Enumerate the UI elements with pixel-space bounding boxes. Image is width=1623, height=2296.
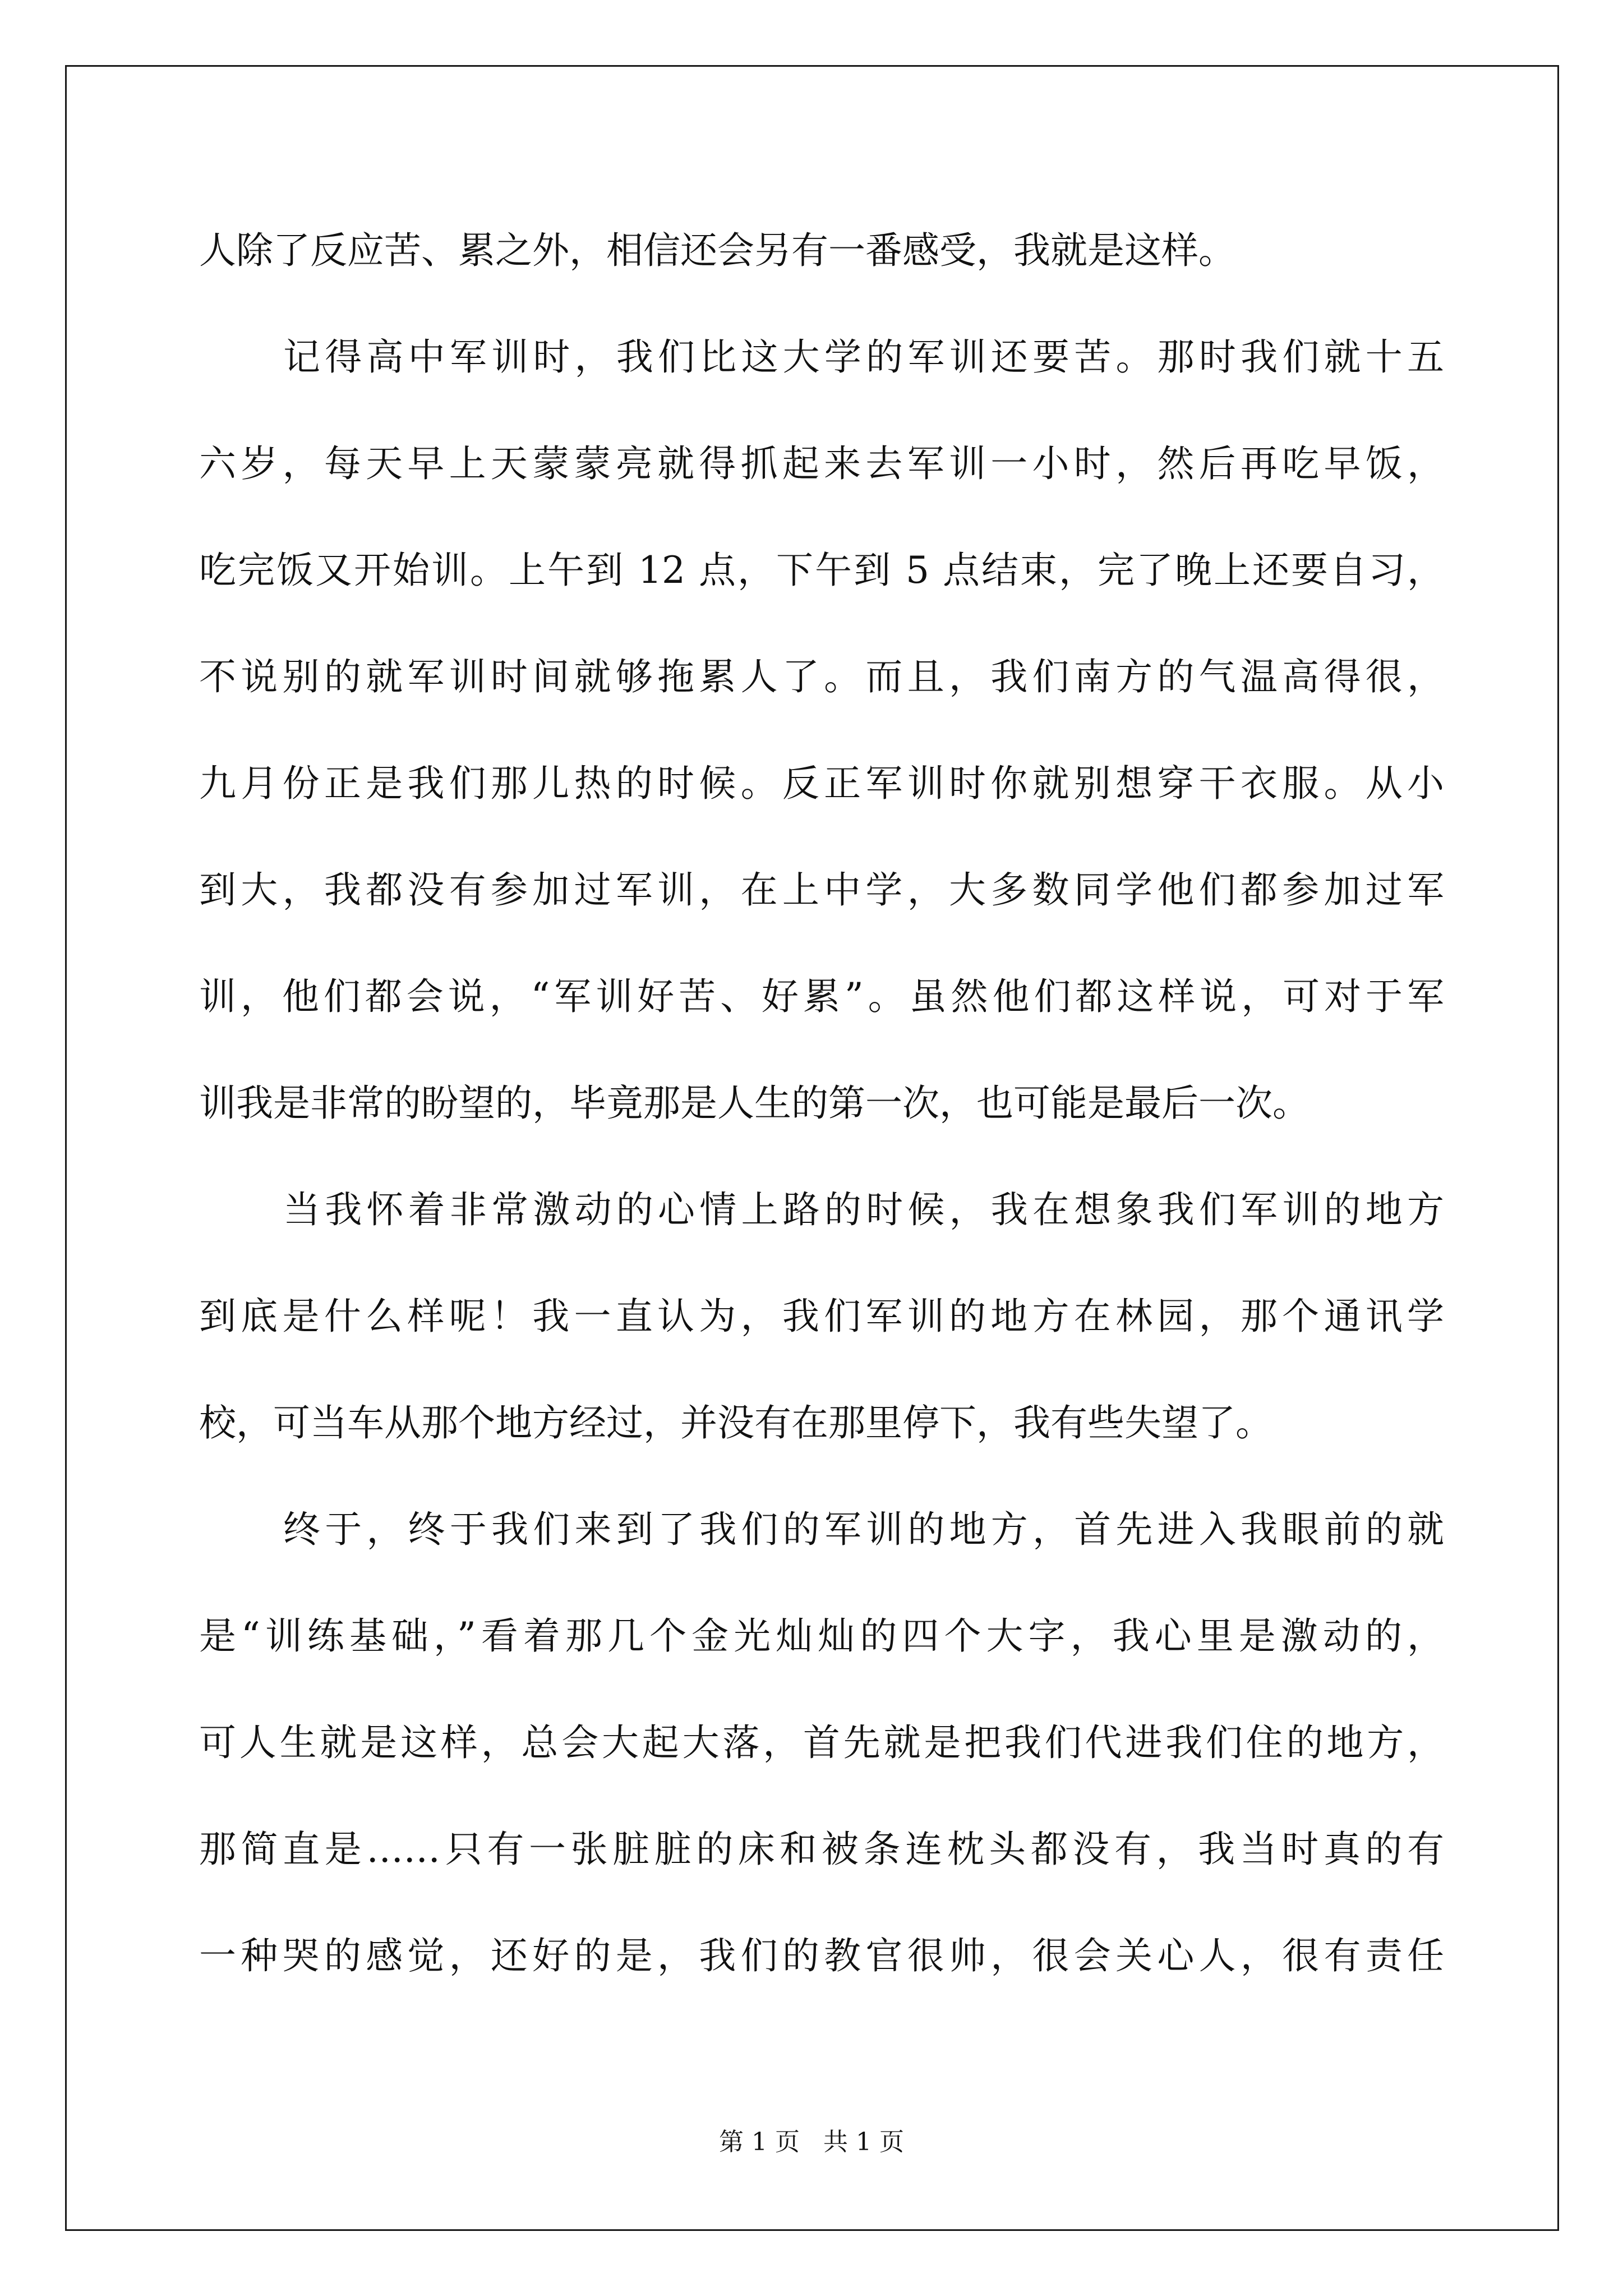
text-line: 训我是非常的盼望的，毕竟那是人生的第一次，也可能是最后一次。 <box>199 1082 1310 1125</box>
text-line: 到底是什么样呢！我一直认为，我们军训的地方在林园，那个通讯学 <box>199 1295 1444 1338</box>
text-line: 一种哭的感觉，还好的是，我们的教官很帅，很会关心人，很有责任 <box>199 1934 1444 1977</box>
text-line: 人除了反应苦、累之外，相信还会另有一番感受，我就是这样。 <box>199 229 1235 272</box>
text-line: 校，可当车从那个地方经过，并没有在那里停下，我有些失望了。 <box>199 1401 1272 1444</box>
text-line: 到大，我都没有参加过军训，在上中学，大多数同学他们都参加过军 <box>199 868 1444 912</box>
paragraph-start-line: 当我怀着非常激动的心情上路的时候，我在想象我们军训的地方 <box>283 1188 1444 1231</box>
page-total: 共 1 页 <box>823 2128 904 2156</box>
text-line: 九月份正是我们那儿热的时候。反正军训时你就别想穿干衣服。从小 <box>199 762 1444 805</box>
paragraph-start-line: 记得高中军训时，我们比这大学的军训还要苦。那时我们就十五 <box>283 335 1444 379</box>
text-line: 吃完饭又开始训。上午到 12 点，下午到 5 点结束，完了晚上还要自习， <box>199 549 1444 592</box>
paragraph-start-line: 终于，终于我们来到了我们的军训的地方，首先进入我眼前的就 <box>283 1508 1444 1551</box>
text-line: 可人生就是这样，总会大起大落，首先就是把我们代进我们住的地方， <box>199 1721 1444 1764</box>
document-body <box>199 197 1444 2009</box>
text-line: 是“训练基础，”看着那几个金光灿灿的四个大字，我心里是激动的， <box>199 1614 1444 1658</box>
text-line: 不说别的就军训时间就够拖累人了。而且，我们南方的气温高得很， <box>199 655 1444 698</box>
text-line: 训，他们都会说，“军训好苦、好累”。虽然他们都这样说，可对于军 <box>199 975 1444 1018</box>
page-footer <box>0 2122 1623 2157</box>
text-line: 六岁，每天早上天蒙蒙亮就得抓起来去军训一小时，然后再吃早饭， <box>199 442 1444 485</box>
page-number: 第 1 页 <box>719 2128 800 2156</box>
text-line: 那简直是……只有一张脏脏的床和被条连枕头都没有，我当时真的有 <box>199 1828 1444 1871</box>
